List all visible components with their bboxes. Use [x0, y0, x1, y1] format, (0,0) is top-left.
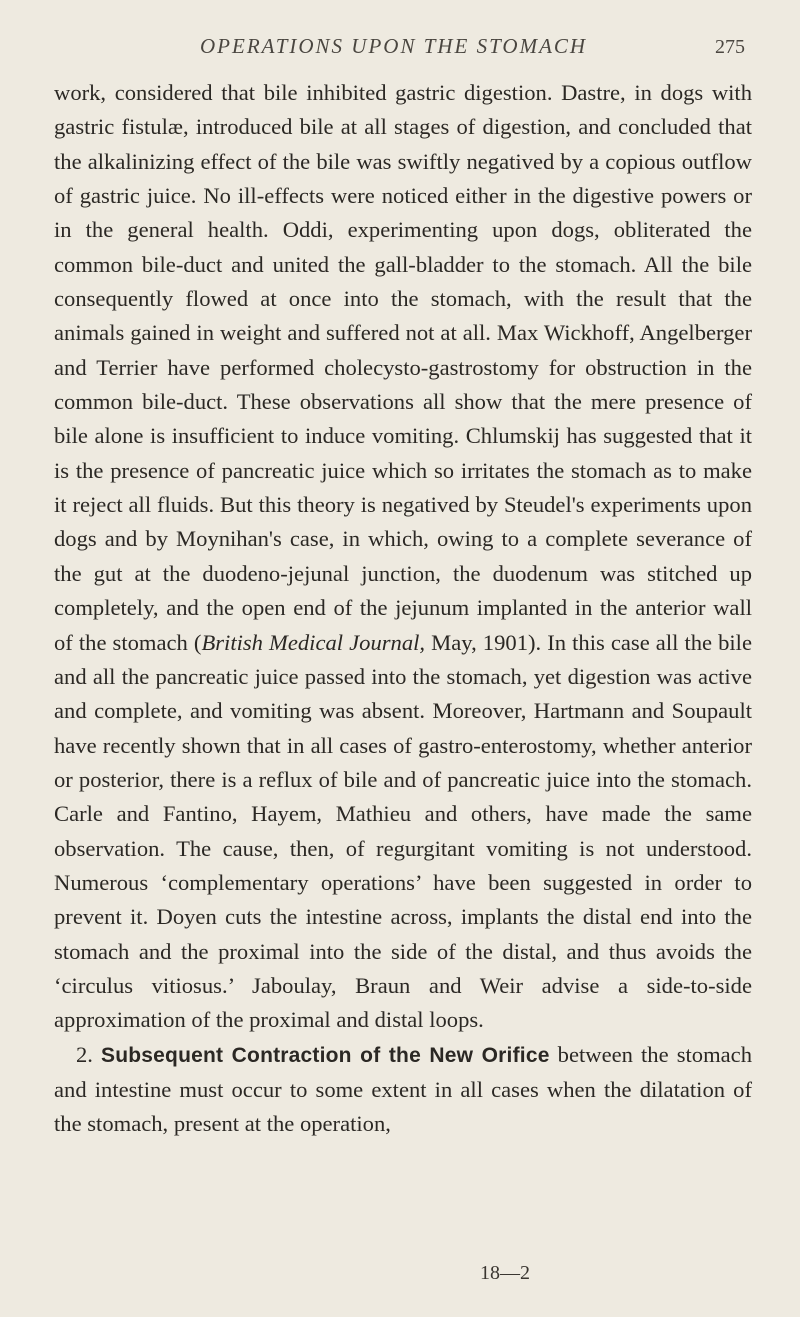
body-text: [54, 76, 752, 1142]
paragraph-2-text: between the stomach and intestine must occur to some extent in all cases when the dilatation of the stomach, present at the operation,: [54, 1041, 752, 1137]
section-number: 2.: [76, 1041, 93, 1067]
page-number: 275: [715, 36, 745, 58]
section-heading: Subsequent Contraction of the New Orifice: [101, 1043, 550, 1067]
paragraph-1-text: work, considered that bile inhibited gastric digestion. Dastre, in dogs with gastric fistulæ, introduced bile at all stages of digestion, and concluded that the alkalinizing effect of the bile was swiftly negatived by a copious outflow of gastric juice. No ill-effects were noticed either in the digestive powers or in the general health. Oddi, experimenting upon dogs, obliterated the common bile-duct and united the gall-bladder to the stomach. All the bile consequently flowed at once into the stomach, with the result that the animals gained in weight and suffered not at all. Max Wickhoff, Angelberger and Terrier have performed cholecysto-gastrostomy for obstruction in the common bile-duct. These observations all show that the mere presence of bile alone is insufficient to induce vomiting. Chlumskij has suggested that it is the presence of pancreatic juice which so irritates the stomach as to make it reject all fluids. But this theory is negatived by Steudel's experiments upon dogs and by Moynihan's case, in which, owing to a complete severance of the gut at the duodeno-jejunal junction, the duodenum was stitched up completely, and the open end of the jejunum implanted in the anterior wall of the stomach (: [54, 80, 752, 655]
running-title: OPERATIONS UPON THE STOMACH: [200, 34, 588, 58]
signature-mark: 18—2: [480, 1262, 530, 1284]
paragraph-2: [54, 1038, 752, 1142]
journal-citation: British Medical Journal,: [201, 629, 426, 655]
paragraph-1: [54, 76, 752, 1038]
paragraph-1-end: May, 1901). In this case all the bile and all the pancreatic juice passed into the stomach, yet digestion was active and complete, and vomiting was absent. Moreover, Hartmann and Soupault have recently shown that in all cases of gastro-enterostomy, whether anterior or posterior, there is a reflux of bile and of pancreatic juice into the stomach. Carle and Fantino, Hayem, Mathieu and others, have made the same observation. The cause, then, of regurgitant vomiting is not understood. Numerous ‘complementary operations’ have been suggested in order to prevent it. Doyen cuts the intestine across, implants the distal end into the stomach and the proximal into the side of the distal, and thus avoids the ‘circulus vitiosus.’ Jaboulay, Braun and Weir advise a side-to-side approximation of the proximal and distal loops.: [54, 629, 752, 1033]
